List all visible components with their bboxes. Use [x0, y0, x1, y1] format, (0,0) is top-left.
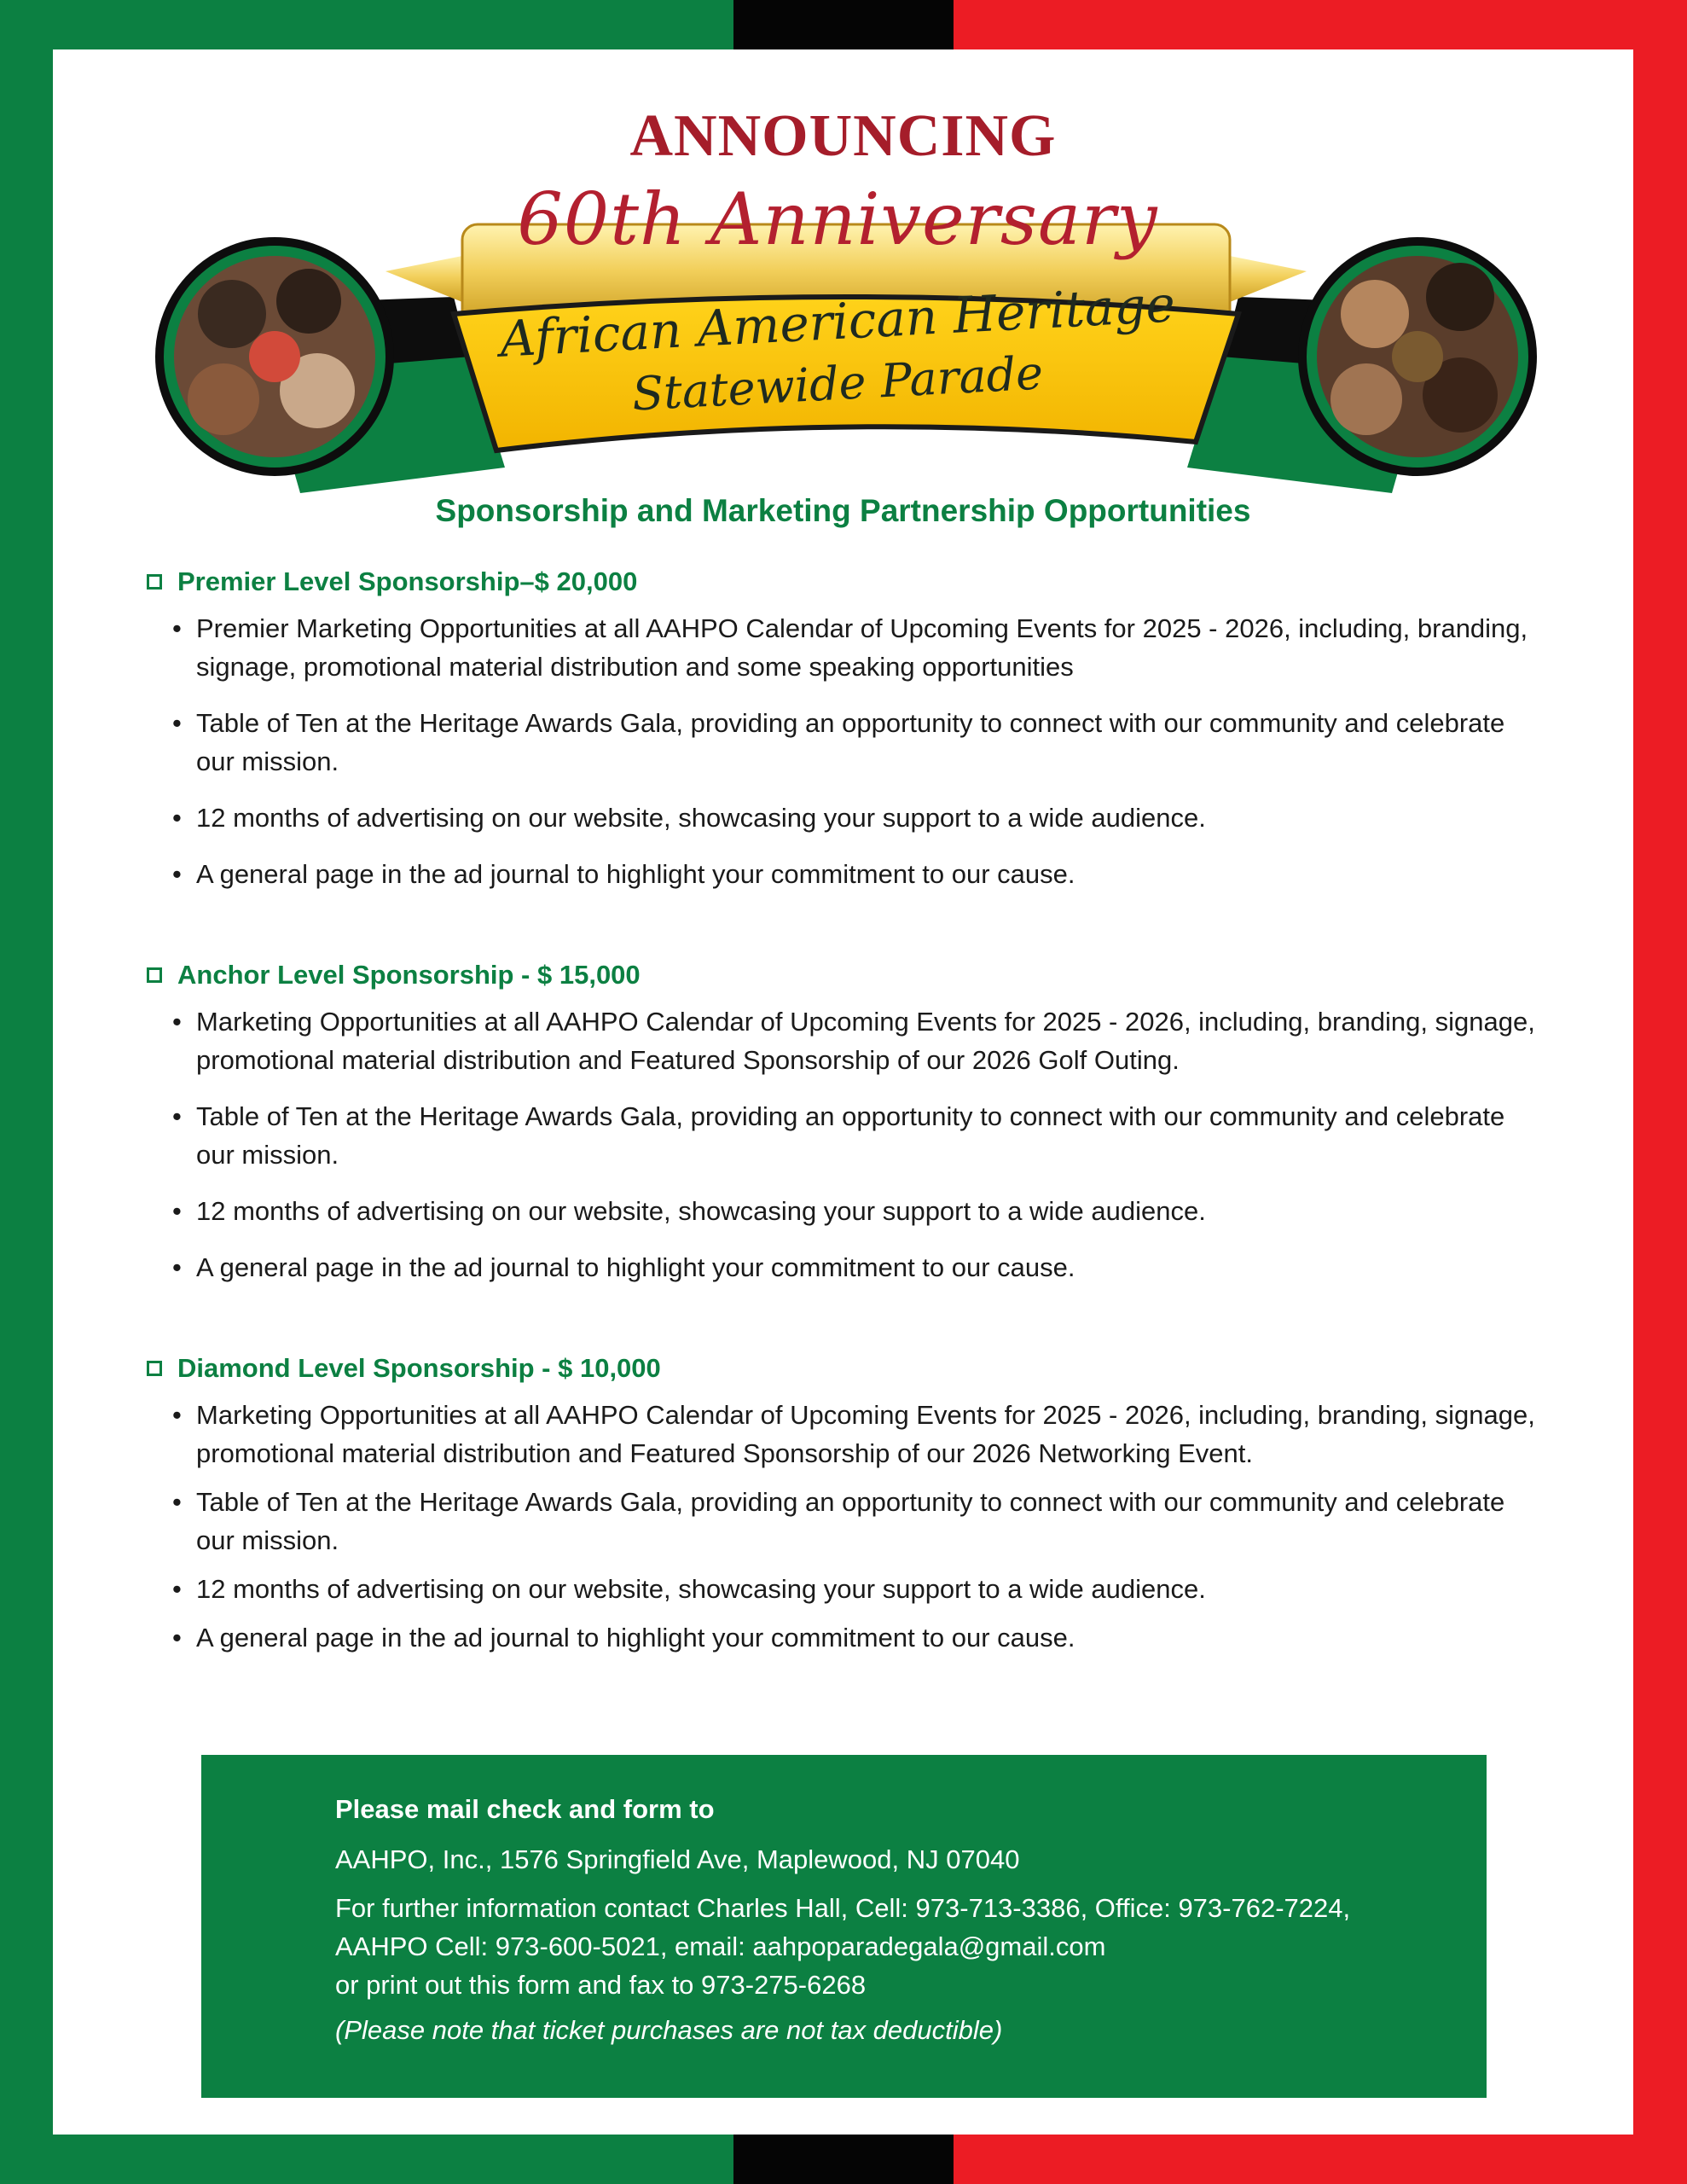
list-item: • A general page in the ad journal to highlight your commitment to our cause. [172, 1248, 1545, 1287]
list-item: • A general page in the ad journal to highlight your commitment to our cause. [172, 1618, 1545, 1657]
list-item: • Table of Ten at the Heritage Awards Gala, providing an opportunity to connect with our community and celebrate our mission. [172, 1097, 1545, 1174]
list-item: • Table of Ten at the Heritage Awards Gala, providing an opportunity to connect with our community and celebrate our mission. [172, 704, 1545, 781]
announcing-heading: ANNOUNCING [629, 103, 1057, 169]
contact-line: or print out this form and fax to 973-275-6268 [335, 1970, 867, 2000]
list-item: • Table of Ten at the Heritage Awards Gala, providing an opportunity to connect with our community and celebrate our mission. [172, 1483, 1545, 1560]
mail-heading: Please mail check and form to [335, 1794, 715, 1824]
checkbox-icon [147, 574, 162, 590]
section-title-text: Diamond Level Sponsorship - $ 10,000 [177, 1353, 661, 1383]
list-item: • Premier Marketing Opportunities at all AAHPO Calendar of Upcoming Events for 2025 - 2026, including, branding, signage, promotional material distribution and some speaking opportunities [172, 609, 1545, 686]
list-item: • 12 months of advertising on our website, showcasing your support to a wide audience. [172, 799, 1545, 837]
mail-info-box [201, 1755, 1487, 2098]
checkbox-icon [147, 967, 162, 983]
diamond-section [147, 1351, 1545, 1667]
section-title-text: Anchor Level Sponsorship - $ 15,000 [177, 960, 641, 990]
list-item: • 12 months of advertising on our website, showcasing your support to a wide audience. [172, 1192, 1545, 1230]
contact-line: For further information contact Charles Hall, Cell: 973-713-3386, Office: 973-762-7224, [335, 1893, 1351, 1923]
list-item: • 12 months of advertising on our website, showcasing your support to a wide audience. [172, 1570, 1545, 1608]
section-title [147, 1351, 1545, 1385]
ribbon-text-line1: African American Heritage [498, 275, 1177, 369]
flyer-page [53, 49, 1633, 2135]
anniversary-title: 60th Anniversary [517, 177, 1158, 261]
section-title-text: Premier Level Sponsorship–$ 20,000 [177, 566, 638, 596]
page-subtitle: Sponsorship and Marketing Partnership Opportunities [435, 493, 1251, 528]
checkbox-icon [147, 1361, 162, 1376]
section-title [147, 565, 1545, 599]
ribbon-text-line2: Statewide Parade [630, 346, 1045, 421]
premier-section [147, 565, 1545, 911]
list-item: • Marketing Opportunities at all AAHPO Calendar of Upcoming Events for 2025 - 2026, including, branding, signage, promotional material distribution and Featured Sponsorship of our 2026 Golf Outing. [172, 1002, 1545, 1079]
section-title [147, 958, 1545, 992]
anchor-section [147, 958, 1545, 1304]
benefit-list [147, 1002, 1545, 1287]
mail-address: AAHPO, Inc., 1576 Springfield Ave, Maplewood, NJ 07040 [335, 1844, 1020, 1874]
benefit-list [147, 1396, 1545, 1657]
list-item: • A general page in the ad journal to highlight your commitment to our cause. [172, 855, 1545, 893]
list-item: • Marketing Opportunities at all AAHPO Calendar of Upcoming Events for 2025 - 2026, including, branding, signage, promotional material distribution and Featured Sponsorship of our 2026 Networking Event. [172, 1396, 1545, 1472]
contact-line: AAHPO Cell: 973-600-5021, email: aahpoparadegala@gmail.com [335, 1931, 1106, 1961]
tax-note: (Please note that ticket purchases are not tax deductible) [335, 2015, 1003, 2045]
benefit-list [147, 609, 1545, 893]
